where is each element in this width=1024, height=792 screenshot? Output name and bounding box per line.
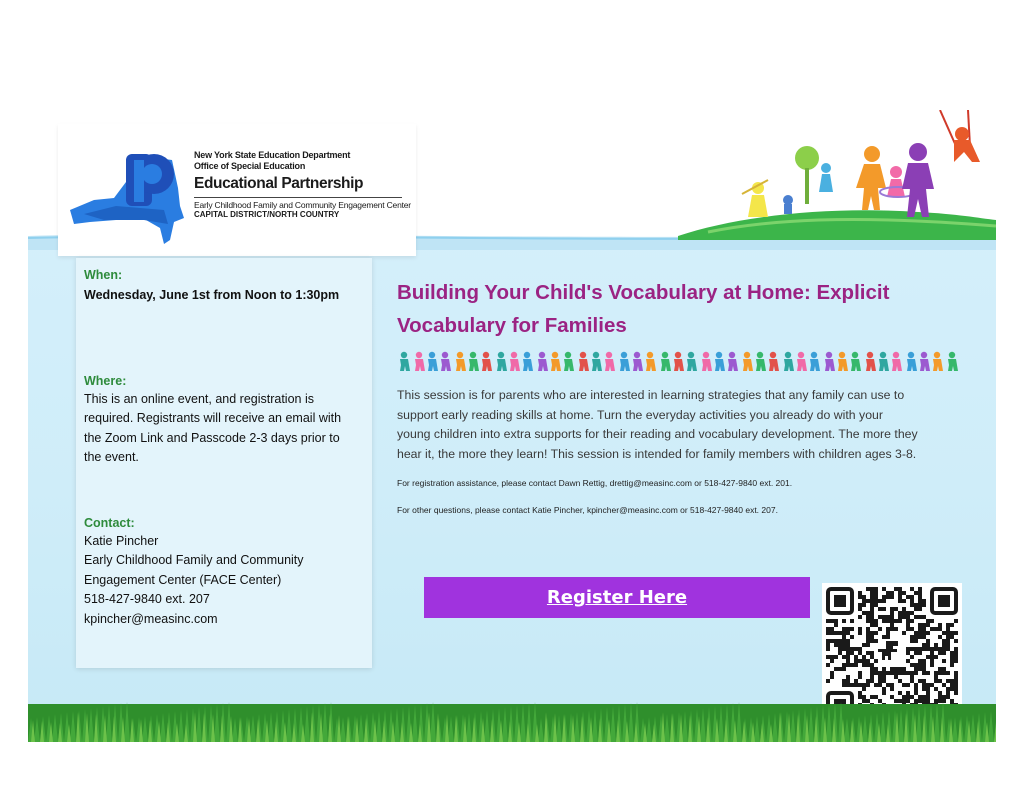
child-silhouette-icon: [756, 352, 766, 371]
child-silhouette-icon: [907, 352, 917, 371]
where-line: the Zoom Link and Passcode 2-3 days prior to: [84, 430, 340, 445]
org-line1: New York State Education Department: [194, 150, 351, 160]
event-title-line: Building Your Child's Vocabulary at Home: Explicit: [397, 281, 890, 304]
child-silhouette-icon: [892, 352, 902, 371]
org-line2: Office of Special Education: [194, 161, 306, 171]
child-silhouette-icon: [510, 352, 520, 371]
child-silhouette-icon: [797, 352, 807, 371]
contact-email[interactable]: kpincher@measinc.com: [84, 611, 218, 626]
child-silhouette-icon: [415, 352, 425, 371]
center-line: Early Childhood Family and Community Engagement Center: [194, 200, 411, 210]
description-line: This session is for parents who are interested in learning strategies that any family can use to: [397, 388, 905, 402]
child-silhouette-icon: [743, 352, 753, 371]
child-silhouette-icon: [564, 352, 574, 371]
organization-logo-block: [58, 124, 416, 256]
child-silhouette-icon: [851, 352, 861, 371]
contact-org: Engagement Center (FACE Center): [84, 572, 282, 587]
child-silhouette-icon: [620, 352, 630, 371]
child-silhouette-icon: [538, 352, 548, 371]
contact-org: Early Childhood Family and Community: [84, 553, 304, 567]
child-silhouette-icon: [661, 352, 671, 371]
child-silhouette-icon: [920, 352, 930, 371]
event-description: [397, 386, 977, 464]
registration-assistance: For registration assistance, please contact Dawn Rettig, drettig@measinc.com or 518-427-9840 ext. 201.: [397, 478, 793, 488]
child-silhouette-icon: [728, 352, 738, 371]
event-title: [397, 276, 977, 342]
child-silhouette-icon: [810, 352, 820, 371]
grass-border: [28, 678, 996, 742]
description-line: young children into extra supports for their reading and vocabulary development. The more they: [397, 427, 918, 441]
org-divider: [194, 197, 402, 198]
when-value: Wednesday, June 1st from Noon to 1:30pm: [84, 288, 340, 302]
child-silhouette-icon: [523, 352, 533, 371]
child-silhouette-icon: [605, 352, 615, 371]
contact-name: Katie Pincher: [84, 533, 159, 548]
child-silhouette-icon: [933, 352, 943, 371]
child-silhouette-icon: [456, 352, 466, 371]
contact-label: Contact:: [84, 515, 135, 530]
child-silhouette-icon: [784, 352, 794, 371]
contact-block: [84, 532, 364, 630]
child-silhouette-icon: [825, 352, 835, 371]
region-line: CAPITAL DISTRICT/NORTH COUNTRY: [194, 210, 340, 219]
child-silhouette-icon: [633, 352, 643, 371]
event-title-line: Vocabulary for Families: [397, 314, 627, 337]
child-silhouette-icon: [428, 352, 438, 371]
child-silhouette-icon: [551, 352, 561, 371]
organization-text: [194, 150, 411, 220]
where-text: [84, 390, 364, 468]
child-silhouette-icon: [769, 352, 779, 371]
child-silhouette-icon: [702, 352, 712, 371]
register-button[interactable]: Register Here: [424, 577, 810, 618]
child-silhouette-icon: [838, 352, 848, 371]
child-silhouette-icon: [441, 352, 451, 371]
org-name: Educational Partnership: [194, 175, 364, 192]
description-line: hear it, the more they learn! This session is intended for family members with children ages 3-8.: [397, 446, 917, 461]
child-silhouette-icon: [469, 352, 479, 371]
where-line: the event.: [84, 450, 139, 464]
event-flyer: [28, 110, 996, 742]
child-silhouette-icon: [948, 352, 958, 371]
nys-map-logo-icon: [64, 148, 192, 244]
where-label: Where:: [84, 373, 127, 388]
when-label: When:: [84, 268, 123, 282]
child-silhouette-icon: [715, 352, 725, 371]
where-line: This is an online event, and registration is: [84, 391, 314, 406]
children-playing-illustration: [678, 110, 996, 240]
child-silhouette-icon: [879, 352, 889, 371]
child-silhouette-icon: [646, 352, 656, 371]
where-line: required. Registrants will receive an email with: [84, 411, 342, 425]
child-silhouette-icon: [592, 352, 602, 371]
child-silhouette-icon: [674, 352, 684, 371]
child-silhouette-icon: [579, 352, 589, 371]
child-silhouette-icon: [400, 352, 410, 371]
child-silhouette-icon: [497, 352, 507, 371]
child-silhouette-icon: [687, 352, 697, 371]
child-silhouette-icon: [866, 352, 876, 371]
description-line: support early reading skills at home. Turn the everyday activities you already do with your: [397, 407, 883, 422]
children-silhouettes-divider: [397, 350, 965, 372]
other-questions: For other questions, please contact Katie Pincher, kpincher@measinc.com or 518-427-9840 ext. 207.: [397, 505, 778, 515]
contact-phone: 518-427-9840 ext. 207: [84, 592, 210, 606]
child-silhouette-icon: [482, 352, 492, 371]
event-main-content: [397, 276, 977, 516]
event-details-sidebar: [76, 258, 372, 668]
